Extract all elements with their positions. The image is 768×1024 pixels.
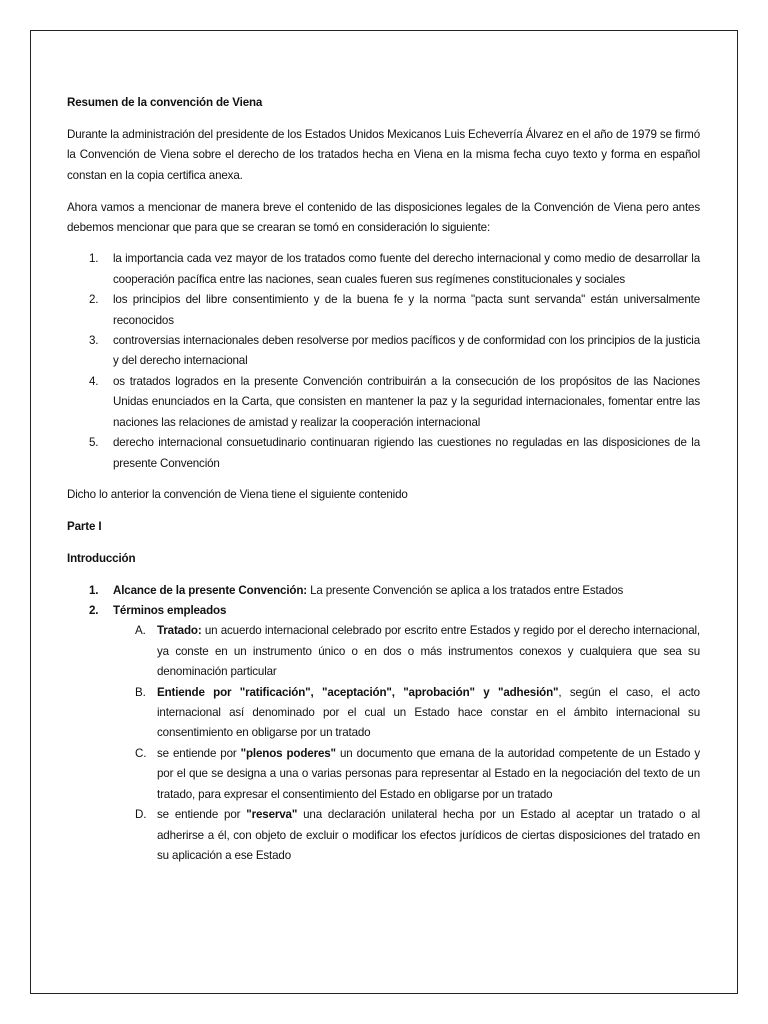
closing-paragraph: Dicho lo anterior la convención de Viena tiene el siguiente contenido [67, 488, 408, 502]
scope-label: Alcance de la presente Convención: [113, 583, 307, 597]
list-item-text: derecho internacional consuetudinario continuaran rigiendo las cuestiones no reguladas en las disposiciones de la presente Convención [113, 436, 700, 470]
list-item [67, 433, 700, 474]
list-marker: 1. [89, 583, 99, 597]
list-item-text: controversias internacionales deben resolverse por medios pacíficos y de conformidad con los principios de la justicia y del derecho internacional [113, 334, 700, 368]
list-item [67, 372, 700, 433]
list-marker: 4. [89, 374, 99, 388]
scope-text: La presente Convención se aplica a los tratados entre Estados [307, 583, 624, 597]
list-marker: A. [135, 624, 146, 638]
part-heading: Parte I [67, 520, 102, 534]
document-content [67, 93, 700, 866]
list-item [67, 249, 700, 290]
sections-list [67, 581, 700, 622]
section-heading: Introducción [67, 552, 136, 566]
terms-label: Términos empleados [113, 604, 227, 618]
list-marker: C. [135, 746, 147, 760]
term-prefix: se entiende por [157, 808, 247, 822]
second-paragraph: Ahora vamos a mencionar de manera breve el contenido de las disposiciones legales de la Convención de Viena pero antes debemos mencionar que para que se crearan se tomó en consideración lo siguiente: [67, 200, 700, 235]
list-item-text: os tratados logrados en la presente Convención contribuirán a la consecución de los propósitos de las Naciones Unidas enunciados en la Carta, que consisten en mantener la paz y la seguridad internacionales, fomentar entre las naciones las relaciones de amistad y realizar la cooperación internacional [113, 374, 700, 429]
term-label: "reserva" [246, 808, 298, 822]
term-text: un documento que emana de la autoridad competente de un Estado y por el que se designa a una o varias personas para representar al Estado en la negociación del texto de un tratado, para expresar el consentimiento del Estado en obligarse por un tratado [157, 746, 700, 801]
term-text: , según el caso, el acto internacional así denominado por el cual un Estado hace constar en el ámbito internacional su consentimiento en obligarse por un tratado [157, 685, 700, 740]
list-marker: D. [135, 808, 147, 822]
list-item [67, 290, 700, 331]
list-marker: 2. [89, 293, 99, 307]
list-marker: B. [135, 685, 146, 699]
list-item-text: los principios del libre consentimiento y de la buena fe y la norma "pacta sunt servanda" están universalmente reconocidos [113, 293, 700, 327]
terms-list [67, 621, 700, 866]
list-marker: 3. [89, 334, 99, 348]
list-marker: 2. [89, 604, 99, 618]
term-label: "plenos poderes" [240, 746, 336, 760]
list-item [67, 621, 700, 682]
list-item [67, 331, 700, 372]
list-marker: 5. [89, 436, 99, 450]
list-item [67, 601, 700, 621]
document-page [30, 30, 738, 994]
list-item [67, 581, 700, 601]
term-text: una declaración unilateral hecha por un Estado al aceptar un tratado o al adherirse a él, con objeto de excluir o modificar los efectos jurídicos de ciertas disposiciones del tratado en su aplicación a ese Estado [157, 808, 701, 862]
list-item [67, 805, 700, 866]
considerations-list [67, 249, 700, 473]
term-prefix: se entiende por [157, 746, 241, 760]
term-text: un acuerdo internacional celebrado por escrito entre Estados y regido por el derecho internacional, ya conste en un instrumento único o en dos o más instrumentos conexos y cualquiera que sea su denominación particular [157, 624, 700, 679]
list-item-text: la importancia cada vez mayor de los tratados como fuente del derecho internacional y como medio de desarrollar la cooperación pacífica entre las naciones, sean cuales fueren sus regímenes constitucionales y sociales [113, 252, 700, 286]
intro-paragraph: Durante la administración del presidente de los Estados Unidos Mexicanos Luis Echeverría Álvarez en el año de 1979 se firmó la Convención de Viena sobre el derecho de los tratados hecha en Viena en la misma fecha cuyo texto y forma en español constan en la copia certifica anexa. [67, 127, 700, 182]
list-marker: 1. [89, 252, 99, 266]
list-item [67, 683, 700, 744]
term-label: Entiende por "ratificación", "aceptación", "aprobación" y "adhesión" [157, 685, 559, 699]
term-label: Tratado: [157, 624, 202, 638]
list-item [67, 744, 700, 805]
document-title: Resumen de la convención de Viena [67, 96, 263, 109]
